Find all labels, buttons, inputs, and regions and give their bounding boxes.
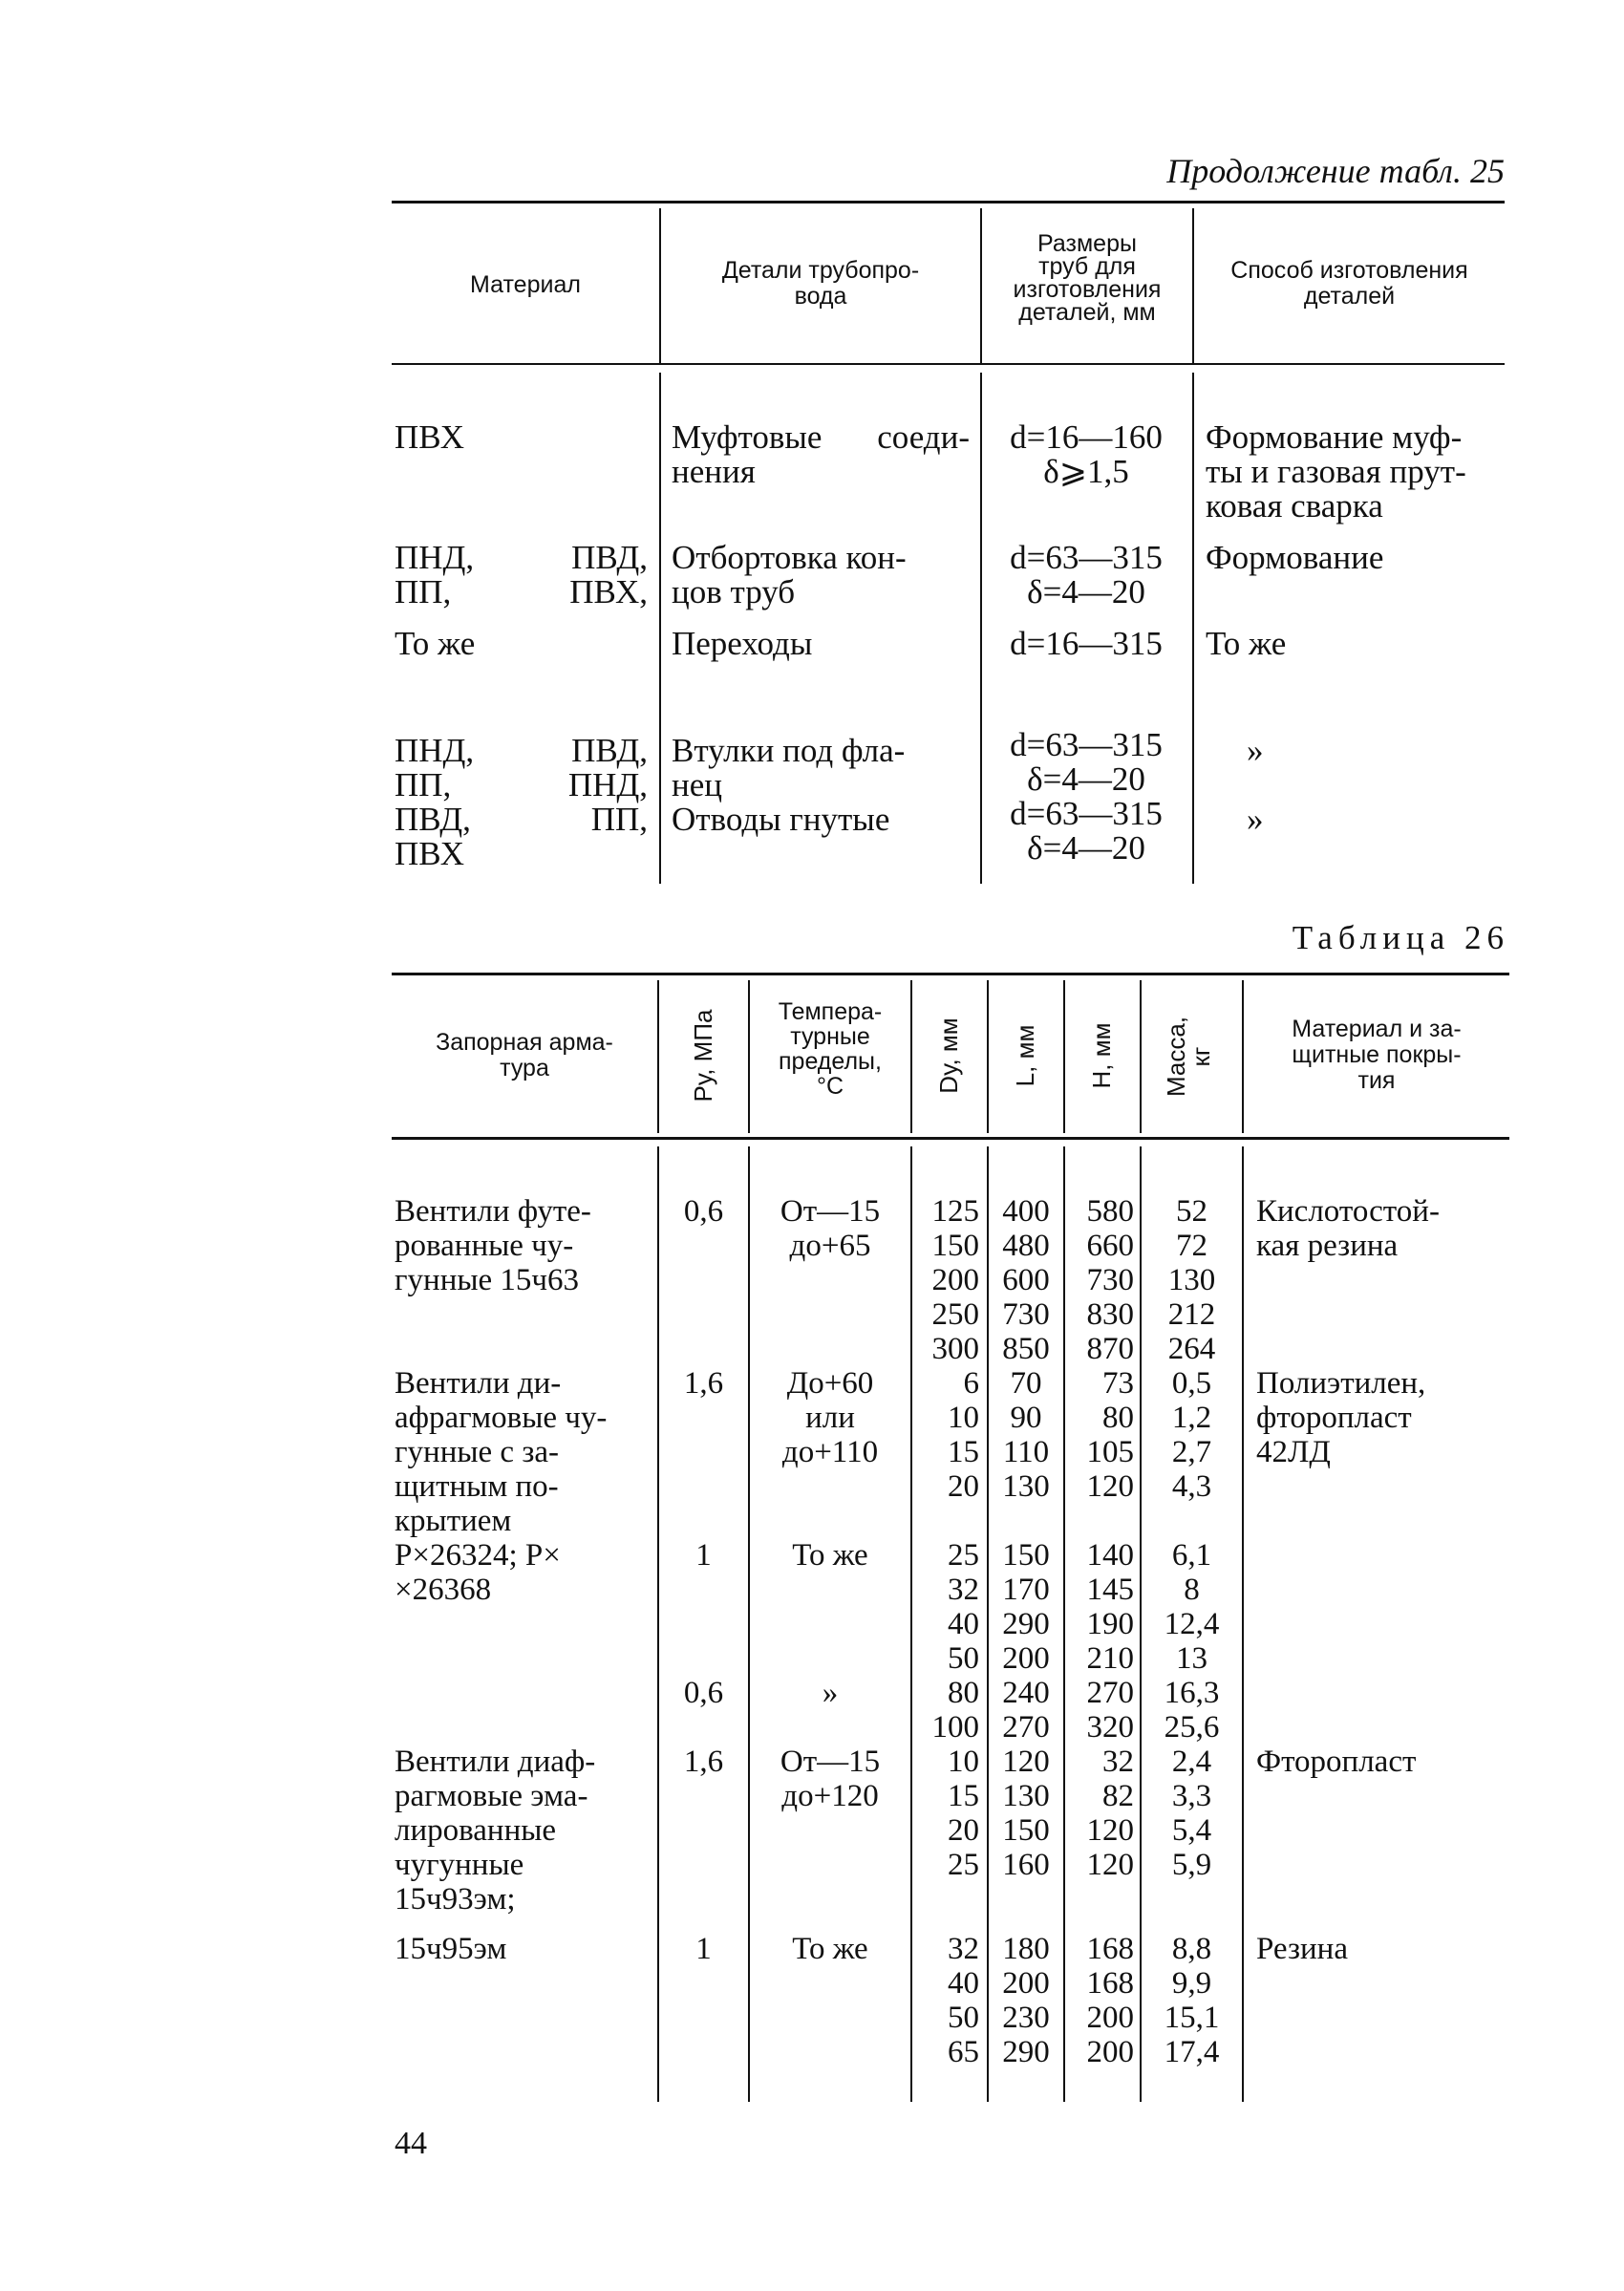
row3-parts: Переходы xyxy=(672,625,813,662)
page-number: 44 xyxy=(395,2126,427,2161)
row3-sizes: d=16—315 xyxy=(1010,625,1163,662)
header-parts: Детали трубопро- вода xyxy=(721,257,920,310)
column-divider xyxy=(1140,980,1142,1133)
header-sizes: Размеры труб для изготовления деталей, мм xyxy=(1013,230,1162,326)
row2-material: ПНД, ПВД, ПП, ПВХ, xyxy=(395,539,648,610)
header-l: L, мм xyxy=(1011,1024,1039,1087)
header-dy: Dу, мм xyxy=(934,1017,963,1094)
column-divider xyxy=(980,373,982,884)
table-26-caption: Таблица 26 xyxy=(1292,919,1509,956)
row1-parts: Муфтовые соеди- нения xyxy=(672,418,970,490)
row4-parts: Втулки под фла- нец Отводы гнутые xyxy=(672,732,906,838)
temp-column: От—15 до+65 До+60 или до+110 То же » От—15 до+120 xyxy=(780,1194,881,1813)
column-divider xyxy=(657,980,659,1133)
column-divider xyxy=(1242,1146,1244,2102)
row2-method: Формование xyxy=(1206,539,1384,576)
h-column: 580 660 730 830 870 73 80 105 120 140 145 190 210 270 320 32 82 120 120 xyxy=(1086,1194,1134,1882)
material-last: Резина xyxy=(1256,1932,1348,1966)
table-rule xyxy=(392,973,1509,975)
row3-material: То же xyxy=(395,625,476,662)
column-divider xyxy=(987,980,989,1133)
h-last: 168 168 200 200 xyxy=(1086,1932,1134,2069)
header-mass: Масса, кг xyxy=(1162,1016,1215,1098)
dy-last: 32 40 50 65 xyxy=(948,1932,979,2069)
column-divider xyxy=(1063,980,1065,1133)
row2-sizes: d=63—315 δ=4—20 xyxy=(1010,539,1163,610)
table-rule xyxy=(392,363,1505,365)
header-temp: Темпера- турные пределы, °С xyxy=(778,998,883,1100)
valve-last: 15ч95эм xyxy=(395,1932,507,1966)
row3-method: То же xyxy=(1206,625,1287,662)
l-last: 180 200 230 290 xyxy=(1002,1932,1050,2069)
mass-last: 8,8 9,9 15,1 17,4 xyxy=(1164,1932,1220,2069)
l-column: 400 480 600 730 850 70 90 110 130 150 170 290 200 240 270 120 130 150 160 xyxy=(1002,1194,1050,1882)
pressure-column: 0,6 1,6 1 0,6 1,6 xyxy=(683,1194,724,1779)
column-divider xyxy=(1192,373,1194,884)
header-valve: Запорная арма- тура xyxy=(436,1029,613,1081)
temp-last: То же xyxy=(792,1932,868,1966)
row1-method: Формование муф- ты и газовая прут- ковая сварка xyxy=(1206,418,1466,525)
material-column: Кислотостой- кая резина Полиэтилен, фторопласт 42ЛД Фторопласт xyxy=(1256,1194,1440,1779)
row1-sizes: d=16—160 δ⩾1,5 xyxy=(1010,418,1163,490)
row4-material: ПНД, ПВД, ПП, ПНД, ПВД, ПП, ПВХ xyxy=(395,732,648,872)
continuation-title: Продолжение табл. 25 xyxy=(1166,152,1505,190)
header-material: Материал xyxy=(470,271,581,298)
header-h: H, мм xyxy=(1087,1022,1116,1089)
table-rule xyxy=(392,1137,1509,1140)
pressure-last: 1 xyxy=(695,1932,712,1966)
row4-method: » » xyxy=(1247,732,1264,838)
dy-column: 125 150 200 250 300 6 10 15 20 25 32 40 50 80 100 10 15 20 25 xyxy=(931,1194,979,1882)
header-pressure: Pу, МПа xyxy=(689,1009,717,1103)
row2-parts: Отбортовка кон- цов труб xyxy=(672,539,907,610)
header-method: Способ изготовления деталей xyxy=(1230,257,1468,310)
mass-column: 52 72 130 212 264 0,5 1,2 2,7 4,3 6,1 8 12,4 13 16,3 25,6 2,4 3,3 5,4 5,9 xyxy=(1164,1194,1220,1882)
header-material-coating: Материал и за- щитные покры- тия xyxy=(1292,1016,1462,1094)
valve-column: Вентили футе- рованные чу- гунные 15ч63 Вентили ди- афрагмовые чу- гунные с за- щитным по- крытием Р×26324; Р× ×26368 Вентили диаф- рагмовые эма- лированные чугунные 15ч93эм; xyxy=(395,1194,608,1916)
table-rule xyxy=(392,201,1505,203)
row4-sizes: d=63—315 δ=4—20 d=63—315 δ=4—20 xyxy=(1010,726,1163,867)
column-divider xyxy=(659,373,661,884)
column-divider xyxy=(910,980,912,1133)
row1-material: ПВХ xyxy=(395,418,465,456)
